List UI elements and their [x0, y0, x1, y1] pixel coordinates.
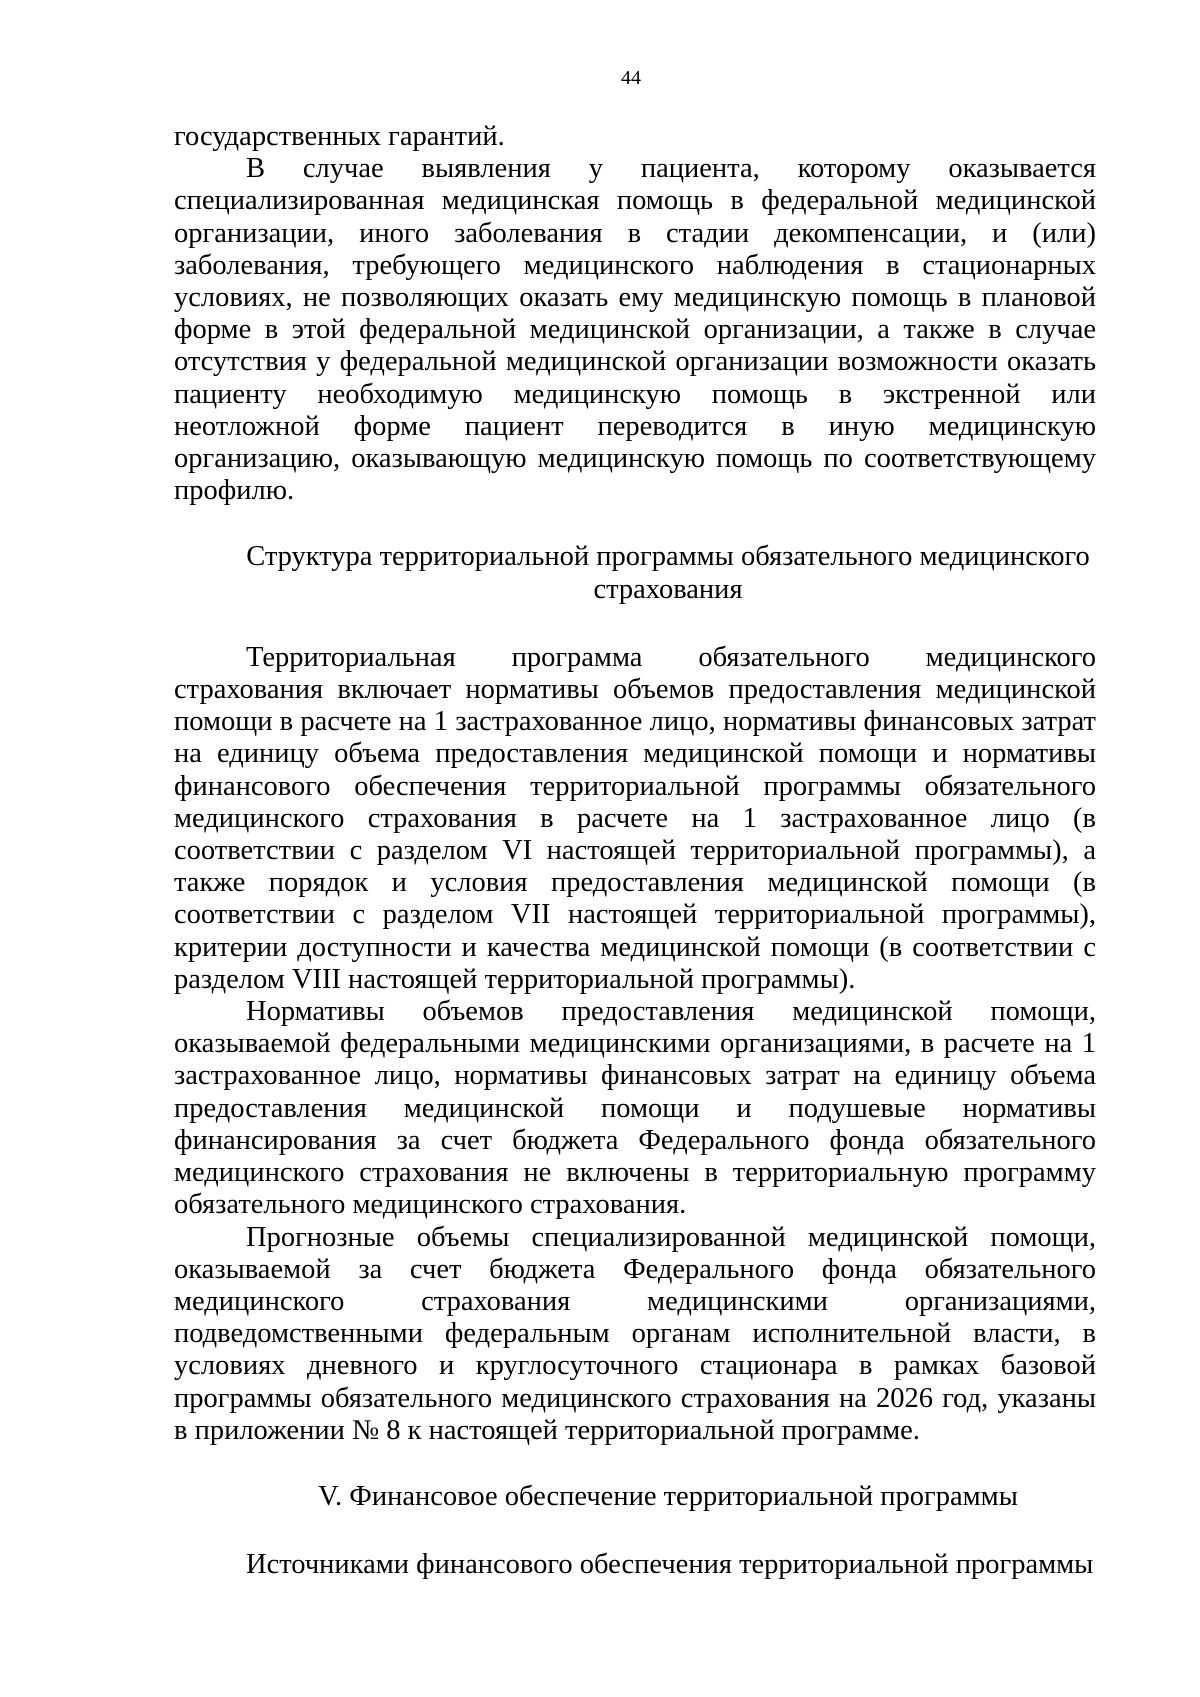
- section-heading-structure: Структура территориальной программы обязательного медицинского страхования: [246, 541, 1090, 605]
- paragraph-federal-norms: Нормативы объемов предоставления медицинской помощи, оказываемой федеральными медицинскими организациями, в расчете на 1 застрахованное лицо, нормативы финансовых затрат на единицу объема предоставления медицинской помощи и подушевые нормативы финансирования за счет бюджета Федерального фонда обязательного медицинского страхования не включены в территориальную программу обязательного медицинского страхования.: [174, 996, 1096, 1221]
- spacer: [174, 606, 1096, 642]
- paragraph-forecast-volumes: Прогнозные объемы специализированной медицинской помощи, оказываемой за счет бюджета Федерального фонда обязательного медицинского страхования медицинскими организациями, подведомственными федеральным органам исполнительной власти, в условиях дневного и круглосуточного стационара в рамках базовой программы обязательного медицинского страхования на 2026 год, указаны в приложении № 8 к настоящей территориальной программе.: [174, 1221, 1096, 1446]
- paragraph-program-contents: Территориальная программа обязательного медицинского страхования включает нормативы объемов предоставления медицинской помощи в расчете на 1 застрахованное лицо, нормативы финансовых затрат на единицу объема предоставления медицинской помощи и нормативы финансового обеспечения территориальной программы обязательного медицинского страхования в расчете на 1 застрахованное лицо (в соответствии с разделом VI настоящей территориальной программы), а также порядок и условия предоставления медицинской помощи (в соответствии с разделом VII настоящей территориальной программы), критерии доступности и качества медицинской помощи (в соответствии с разделом VIII настоящей территориальной программы).: [174, 641, 1096, 995]
- page-number: 44: [621, 67, 641, 89]
- spacer: [174, 1447, 1096, 1481]
- spacer: [174, 507, 1096, 541]
- document-body: [174, 121, 1096, 1581]
- paragraph-financing-sources: Источниками финансового обеспечения территориальной программы: [246, 1549, 1094, 1581]
- spacer: [174, 1513, 1096, 1549]
- paragraph-transfer-rules: В случае выявления у пациента, которому оказывается специализированная медицинская помощь в федеральной медицинской организации, иного заболевания в стадии декомпенсации, и (или) заболевания, требующего медицинского наблюдения в стационарных условиях, не позволяющих оказать ему медицинскую помощь в плановой форме в этой федеральной медицинской организации, а также в случае отсутствия у федеральной медицинской организации возможности оказать пациенту необходимую медицинскую помощь в экстренной или неотложной форме пациент переводится в иную медицинскую организацию, оказывающую медицинскую помощь по соответствующему профилю.: [174, 153, 1096, 507]
- continuation-text: государственных гарантий.: [174, 121, 505, 152]
- section-heading-financing: V. Финансовое обеспечение территориальной программы: [318, 1480, 1018, 1512]
